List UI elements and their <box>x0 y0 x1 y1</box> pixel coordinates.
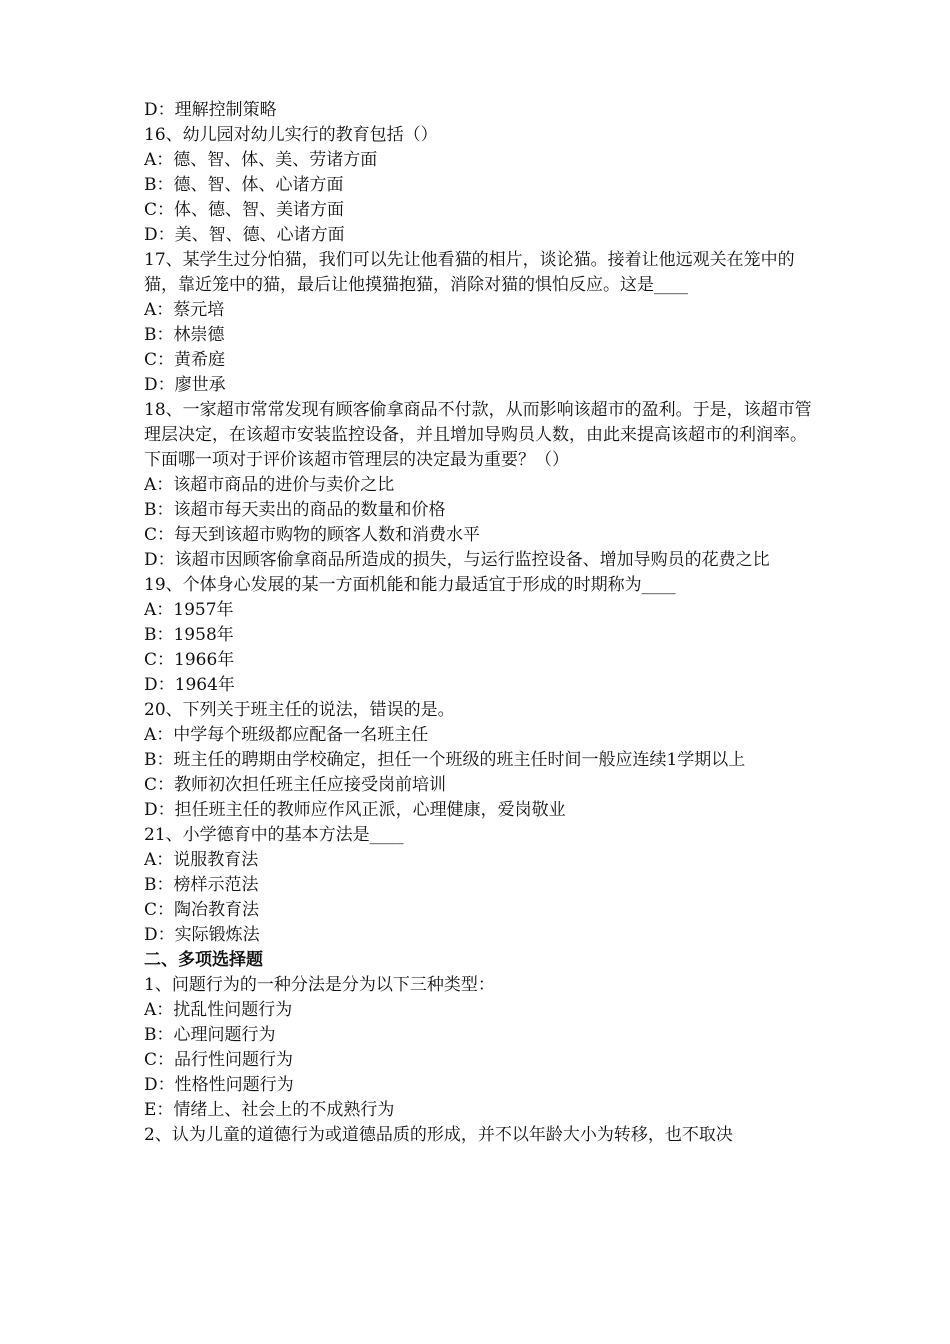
option-a-line: A：该超市商品的进价与卖价之比 <box>144 475 395 495</box>
option-a-line: A：蔡元培 <box>144 300 225 320</box>
option-c-line: C：每天到该超市购物的顾客人数和消费水平 <box>144 525 481 545</box>
option-b-line: B：德、智、体、心诸方面 <box>144 175 344 195</box>
option-c-line: C：教师初次担任班主任应接受岗前培训 <box>144 775 447 795</box>
option-b-line: B：该超市每天卖出的商品的数量和价格 <box>144 500 446 520</box>
option-d-line: D：理解控制策略 <box>144 100 277 120</box>
option-e-line: E：情绪上、社会上的不成熟行为 <box>144 1100 395 1120</box>
question-2-line: 2、认为儿童的道德行为或道德品质的形成，并不以年龄大小为转移，也不取决 <box>144 1125 733 1145</box>
option-a-line: A：扰乱性问题行为 <box>144 1000 293 1020</box>
question-18-text: 18、一家超市常常发现有顾客偷拿商品不付款，从而影响该超市的盈利。于是，该超市管理层决定，在该超市安装监控设备，并且增加导购员人数，由此来提高该超市的利润率。下面哪一项对于评价该超市管理层的决定最为重要？（） <box>144 400 812 470</box>
option-a-line: A：说服教育法 <box>144 850 259 870</box>
option-d-line: D：担任班主任的教师应作风正派，心理健康，爱岗敬业 <box>144 800 566 820</box>
section-heading: 二、多项选择题 <box>144 950 263 970</box>
option-c-line: C：黄希庭 <box>144 350 226 370</box>
document-page <box>144 98 820 1148</box>
question-20-line: 20、下列关于班主任的说法，错误的是。 <box>144 700 455 720</box>
option-b-line: B：心理问题行为 <box>144 1025 276 1045</box>
option-c-line: C：陶冶教育法 <box>144 900 260 920</box>
option-c-line: C：1966年 <box>144 650 235 670</box>
question-17-text: 17、某学生过分怕猫，我们可以先让他看猫的相片，谈论猫。接着让他远观关在笼中的猫，靠近笼中的猫，最后让他摸猫抱猫，消除对猫的惧怕反应。这是____ <box>144 250 795 295</box>
option-d-line: D：1964年 <box>144 675 235 695</box>
option-d-line: D：性格性问题行为 <box>144 1075 294 1095</box>
option-a-line: A：中学每个班级都应配备一名班主任 <box>144 725 429 745</box>
option-d-line: D：美、智、德、心诸方面 <box>144 225 345 245</box>
option-a-line: A：德、智、体、美、劳诸方面 <box>144 150 378 170</box>
question-19-line: 19、个体身心发展的某一方面机能和能力最适宜于形成的时期称为____ <box>144 575 676 595</box>
option-c-line: C：体、德、智、美诸方面 <box>144 200 345 220</box>
option-d-text: D：该超市因顾客偷拿商品所造成的损失，与运行监控设备、增加导购员的花费之比 <box>144 550 770 570</box>
option-d-line: D：实际锻炼法 <box>144 925 260 945</box>
option-c-line: C：品行性问题行为 <box>144 1050 294 1070</box>
option-b-line: B：榜样示范法 <box>144 875 259 895</box>
option-b-text: B：班主任的聘期由学校确定，担任一个班级的班主任时间一般应连续1学期以上 <box>144 750 746 770</box>
option-a-line: A：1957年 <box>144 600 234 620</box>
question-21-line: 21、小学德育中的基本方法是____ <box>144 825 404 845</box>
option-b-line: B：林崇德 <box>144 325 225 345</box>
option-b-line: B：1958年 <box>144 625 234 645</box>
question-16-line: 16、幼儿园对幼儿实行的教育包括（） <box>144 125 438 145</box>
question-1-line: 1、问题行为的一种分法是分为以下三种类型： <box>144 975 495 995</box>
option-d-line: D：廖世承 <box>144 375 226 395</box>
